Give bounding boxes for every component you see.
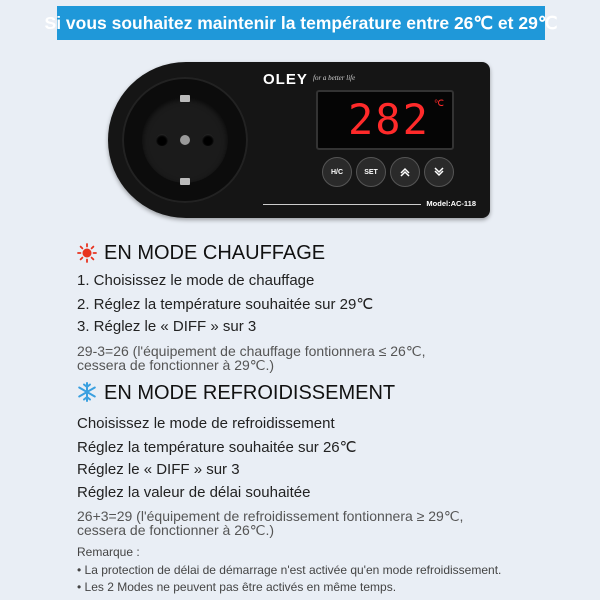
- cooling-step-3: Réglez le « DIFF » sur 3: [77, 461, 240, 478]
- sun-icon: [77, 243, 97, 263]
- heating-step-2: 2. Réglez la température souhaitée sur 29℃: [77, 296, 374, 313]
- remark-item-2: • Les 2 Modes ne peuvent pas être activés en même temps.: [77, 580, 397, 594]
- cooling-note-line-2: cessera de fonctionner à 26℃.): [77, 522, 275, 538]
- cooling-step-4: Réglez la valeur de délai souhaitée: [77, 484, 311, 501]
- power-socket: [122, 77, 248, 203]
- temperature-display: [316, 90, 454, 150]
- earth-clip-bottom: [180, 178, 190, 185]
- display-unit: ℃: [433, 98, 444, 108]
- heating-title: EN MODE CHAUFFAGE: [104, 242, 326, 264]
- model-label: Model:AC-118: [426, 199, 476, 208]
- socket-screw: [180, 135, 190, 145]
- hc-button[interactable]: H/C: [322, 157, 352, 187]
- socket-face: [142, 97, 228, 183]
- heating-note-line-2: cessera de fonctionner à 29℃.): [77, 357, 275, 373]
- snowflake-icon: [77, 382, 97, 402]
- socket-hole-right: [202, 134, 214, 146]
- cooling-step-1: Choisissez le mode de refroidissement: [77, 415, 335, 432]
- heating-note-line-1: 29-3=26 (l'équipement de chauffage fontionnera ≤ 26℃,: [77, 343, 426, 359]
- cooling-title: EN MODE REFROIDISSEMENT: [104, 382, 396, 404]
- chevron-double-up-icon: [399, 166, 411, 178]
- up-button[interactable]: [390, 157, 420, 187]
- model-divider: [263, 204, 421, 205]
- heating-step-1: 1. Choisissez le mode de chauffage: [77, 272, 315, 289]
- brand-tagline: for a better life: [313, 74, 356, 82]
- earth-clip-top: [180, 95, 190, 102]
- heating-step-3: 3. Réglez le « DIFF » sur 3: [77, 318, 257, 335]
- thermostat-device-image: [108, 62, 490, 218]
- set-button[interactable]: SET: [356, 157, 386, 187]
- banner-text: Si vous souhaitez maintenir la température entre 26℃ et 29℃: [44, 12, 558, 33]
- brand-logo: OLEY: [263, 71, 308, 88]
- remark-item-1: • La protection de délai de démarrage n'est activée qu'en mode refroidissement.: [77, 563, 502, 577]
- cooling-step-2: Réglez la température souhaitée sur 26℃: [77, 439, 357, 456]
- chevron-double-down-icon: [433, 166, 445, 178]
- banner: [44, 6, 558, 40]
- remark-title: Remarque :: [77, 545, 140, 559]
- display-digits: 282: [348, 95, 430, 144]
- down-button[interactable]: [424, 157, 454, 187]
- cooling-note-line-1: 26+3=29 (l'équipement de refroidissement fontionnera ≥ 29℃,: [77, 508, 464, 524]
- socket-hole-left: [156, 134, 168, 146]
